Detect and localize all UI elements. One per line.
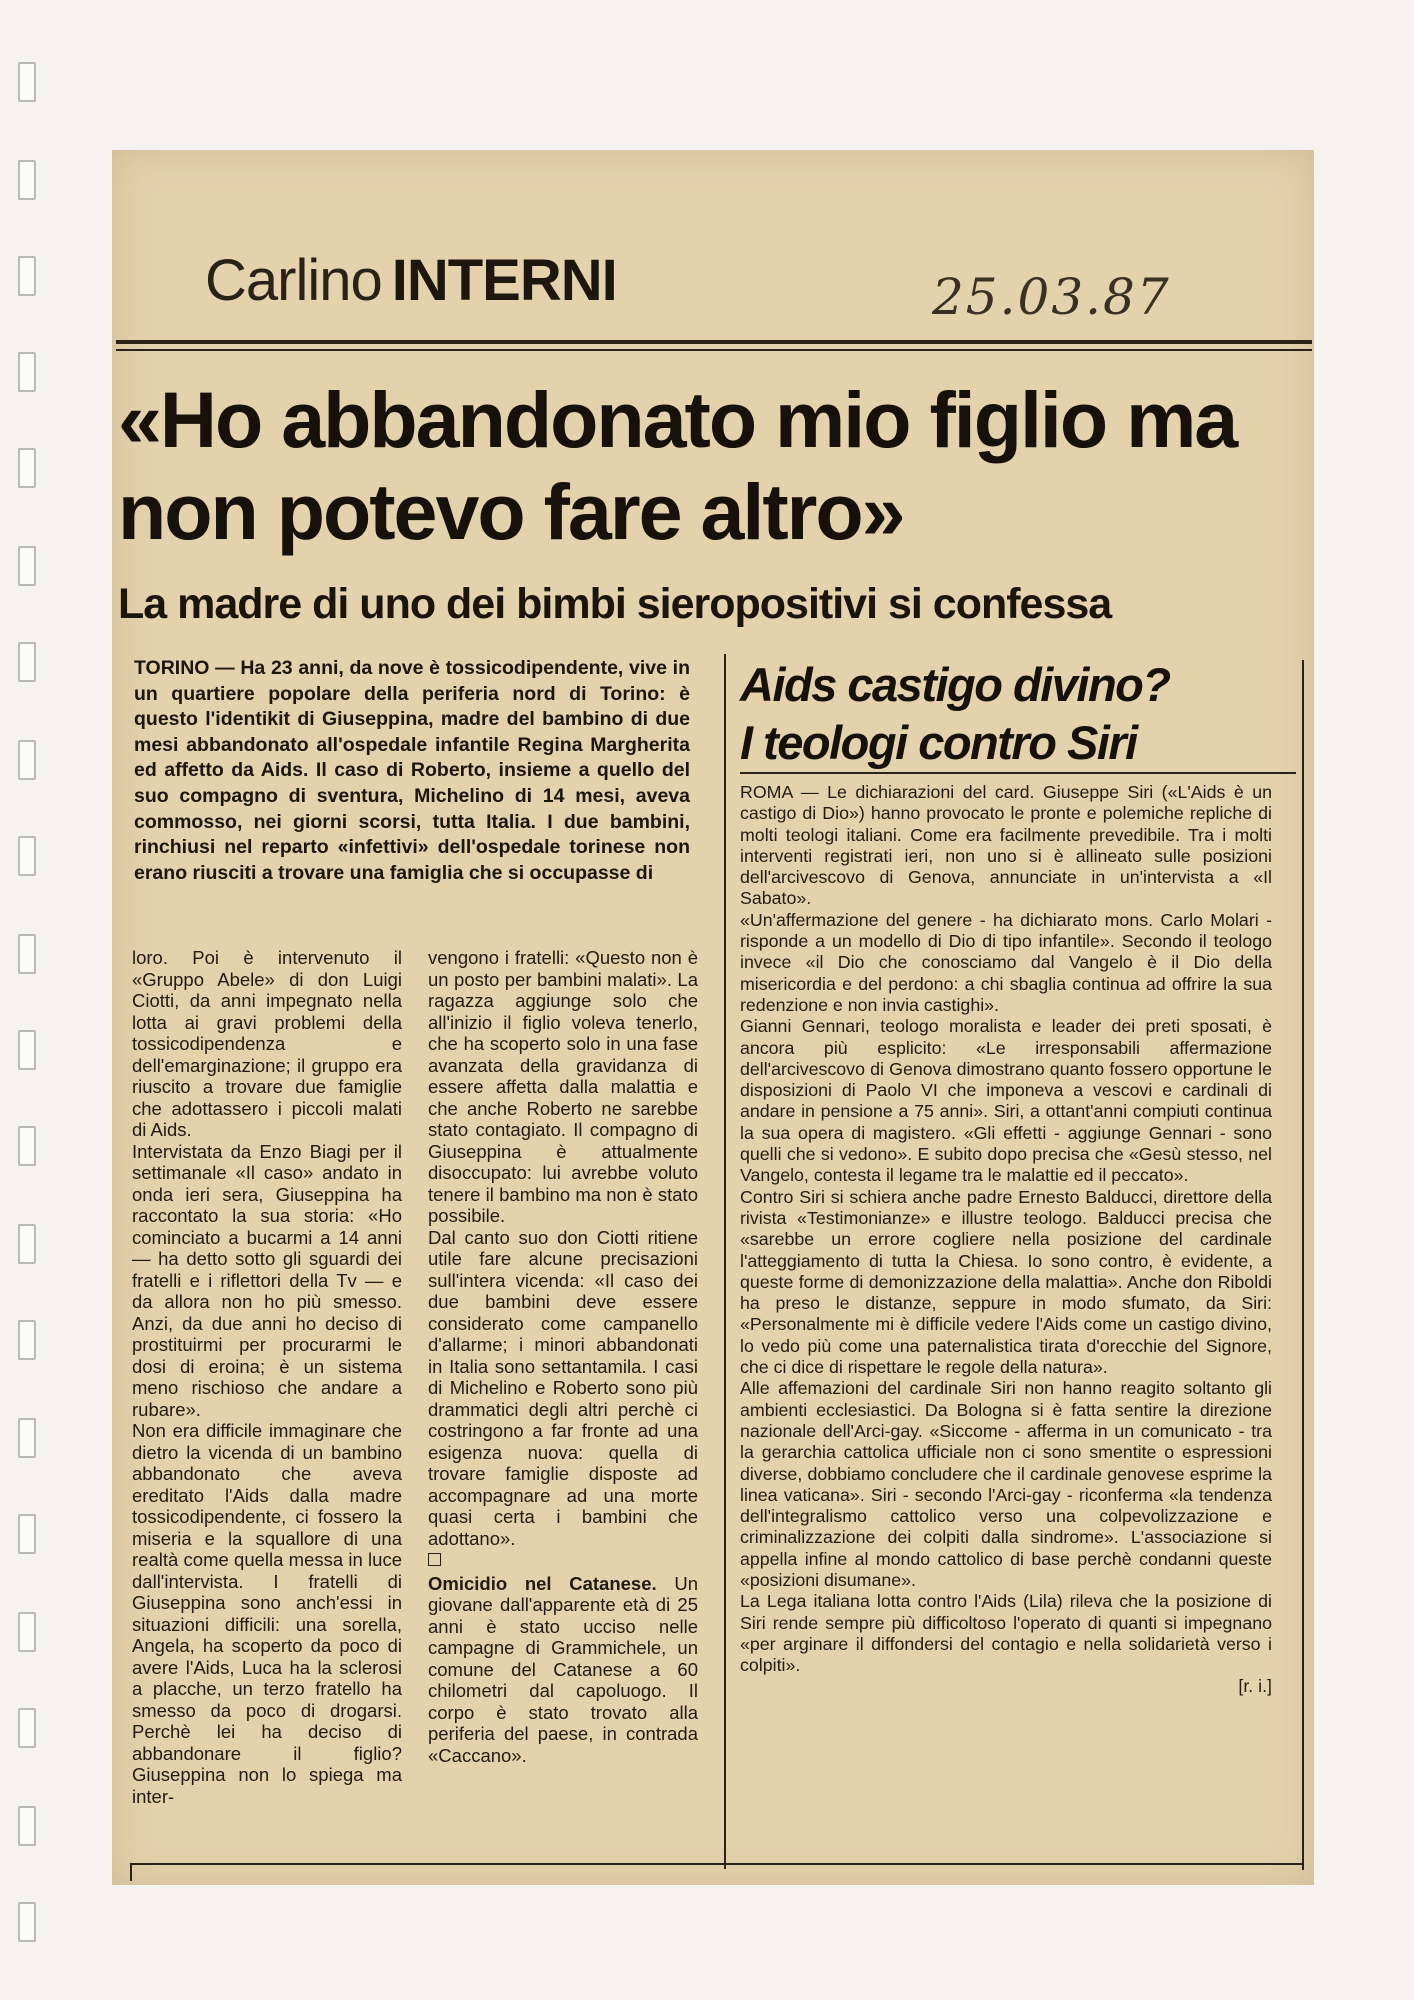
article-lead: TORINO — Ha 23 anni, da nove è tossicodipendente, vive in un quartiere popolare della periferia nord di Torino: è questo l'identikit di Giuseppina, madre del bambino di due mesi abbandonato all'ospedale infantile Regina Margherita ed affetto da Aids. Il caso di Roberto, insieme a quello del suo compagno di sventura, Michelino di 14 mesi, aveva commosso, nei giorni scorsi, tutta Italia. I due bambini, rinchiusi nel reparto «infettivi» dell'ospedale torinese non erano riusciti a trovare una famiglia che si occupasse di [134, 657, 690, 884]
sidebar-title-line-2: I teologi contro Siri [740, 716, 1137, 769]
subheadline: La madre di uno dei bimbi sieropositivi si confessa [118, 580, 1112, 628]
paragraph: Alle affemazioni del cardinale Siri non hanno reagito soltanto gli ambienti ecclesiastici. Da Bologna si è fatta sentire la direzione nazionale dell'Arci-gay. «Siccome - afferma in un comunicato - tra la gerarchia cattolica ufficiale non ci sono smentite o espressioni diverse, dobbiamo concludere che il cardinale genovese esprime la linea vaticana». Siri - secondo l'Arci-gay - riconferma «la tendenza dell'integralismo cattolico verso una colpevolizzazione e criminalizzazione dei colpiti dalla sindrome». L'associazione si appella infine al mondo cattolico di base perchè condanni queste «posizioni disumane». [740, 1378, 1272, 1590]
sidebar-rule [740, 772, 1296, 774]
masthead-rule [116, 340, 1312, 344]
paragraph: ROMA — Le dichiarazioni del card. Giuseppe Siri («L'Aids è un castigo di Dio») hanno provocato le pronte e polemiche repliche di molti teologi italiani. Come era facilmente prevedibile. Tra i molti interventi registrati ieri, non uno si è allineato sulle posizioni dell'arcivescovo di Genova, annunciate in un'intervista a «Il Sabato». [740, 782, 1272, 909]
binder-hole [18, 1126, 36, 1166]
binder-hole [18, 62, 36, 102]
binder-hole [18, 1418, 36, 1458]
binder-hole [18, 1224, 36, 1264]
masthead-rule-thin [116, 349, 1312, 351]
binder-hole [18, 934, 36, 974]
paragraph: Dal canto suo don Ciotti ritiene utile fare alcune precisazioni sull'intera vicenda: «Il caso dei due bambini deve essere considerato come campanello d'allarme; i minori abbandonati in Italia sono settantamila. I casi di Michelino e Roberto sono più drammatici degli altri perchè ci costringono a far fronte ad una esigenza nuova: quella di trovare famiglie disposte ad accompagnare ad una morte quasi certa i bambini che adottano». [428, 1226, 698, 1549]
binder-hole [18, 740, 36, 780]
sidebar-article [740, 782, 1272, 1698]
binder-hole [18, 1320, 36, 1360]
sidebar-title-line-1: Aids castigo divino? [740, 658, 1170, 711]
paragraph: Non era difficile immaginare che dietro la vicenda di un bambino abbandonato che aveva ereditato l'Aids dalla madre tossicodipendente, ci fossero la miseria e la squallore di una realtà come quella messa in luce dall'intervista. I fratelli di Giuseppina sono anch'essi in situazioni difficili: una sorella, Angela, ha scoperto da poco di avere l'Aids, Luca ha la sclerosi a placche, un terzo fratello ha smesso da poco di drogarsi. Perchè lei ha deciso di abbandonare il figlio? Giuseppina non lo spiega ma inter- [132, 1420, 402, 1807]
binder-hole [18, 352, 36, 392]
binder-hole [18, 1030, 36, 1070]
binder-hole [18, 1806, 36, 1846]
brief-title: Omicidio nel Catanese. [428, 1572, 657, 1594]
article-column-1 [132, 947, 402, 1807]
brief-body: Un giovane dall'apparente età di 25 anni è stato ucciso nelle campagne di Grammichele, un comune del Catanese a 60 chilometri dal capoluogo. Il corpo è stato trovato alla periferia del paese, in contrada «Caccano». [428, 1572, 698, 1766]
binder-holes [14, 0, 44, 2000]
separator-square-icon [428, 1553, 441, 1566]
binder-hole [18, 448, 36, 488]
handwritten-date: 25.03.87 [932, 268, 1171, 326]
paragraph: Intervistata da Enzo Biagi per il settimanale «Il caso» andato in onda ieri sera, Giuseppina ha raccontato la sua storia: «Ho cominciato a bucarmi a 14 anni — ha detto sotto gli sguardi dei fratelli e i riflettori della Tv — e da allora non ho più smesso. Anzi, da due anni ho deciso di prostituirmi per procurarmi le dosi di eroina; è un sistema meno rischioso che andare a rubare». [132, 1140, 402, 1420]
paragraph: La Lega italiana lotta contro l'Aids (Lila) rileva che la posizione di Siri rende sempre più difficoltoso l'operato di quanti si impegnano «per arginare il diffondersi del contagio e nella solidarietà verso i colpiti». [740, 1591, 1272, 1676]
binder-hole [18, 256, 36, 296]
byline: [r. i.] [1238, 1676, 1272, 1697]
binder-hole [18, 642, 36, 682]
paragraph: vengono i fratelli: «Questo non è un posto per bambini malati». La ragazza aggiunge solo che all'inizio il figlio voleva tenerlo, che ha scoperto solo in una fase avanzata della gravidanza di essere affetta dalla malattia e che anche Roberto ne sarebbe stato contagiato. Il compagno di Giuseppina è attualmente disoccupato: lui avrebbe voluto tenere il bambino ma non è stato possibile. [428, 947, 698, 1226]
binder-hole [18, 836, 36, 876]
binder-hole [18, 546, 36, 586]
paragraph: loro. Poi è intervenuto il «Gruppo Abele» di don Luigi Ciotti, da anni impegnato nella lotta ai gravi problemi della tossicodipendenza e dell'emarginazione; il gruppo era riuscito a trovare due famiglie che adottassero i piccoli malati di Aids. [132, 947, 402, 1140]
bottom-rule-tick [130, 1863, 132, 1881]
masthead-section: INTERNI [391, 248, 617, 313]
headline: «Ho abbandonato mio figlio ma non potevo fare altro» [118, 375, 1237, 556]
sidebar-title [740, 656, 1300, 772]
binder-hole [18, 1708, 36, 1748]
article-column-2 [428, 947, 698, 1766]
paragraph: «Un'affermazione del genere - ha dichiarato mons. Carlo Molari - risponde a un modello di Dio di tipo infantile». Secondo il teologo invece «il Dio che conosciamo dal Vangelo è il Dio della misericordia e del perdono: a chi sbaglia continua ad offrire la sua redenzione e non invia castighi». [740, 909, 1272, 1015]
binder-hole [18, 1612, 36, 1652]
binder-hole [18, 1514, 36, 1554]
bottom-rule [130, 1863, 1302, 1865]
paragraph: Gianni Gennari, teologo moralista e leader dei preti sposati, è ancora più esplicito: «Le irresponsabili affermazione dell'arcivescovo di Genova dimostrano quanto fossero opportune le disposizioni di Paolo VI che imponeva a vescovi e cardinali di andare in pensione a 75 anni». Siri, a ottant'anni compiuti continua la sua opera di magistero. «Gli effetti - aggiunge Gennari - sono quelli che si vedono». E subito dopo precisa che «Gesù stesso, nel Vangelo, contesta il legame tra le malattie ed il peccato». [740, 1016, 1272, 1186]
paragraph: Contro Siri si schiera anche padre Ernesto Balducci, direttore della rivista «Testimonianze» e illustre teologo. Balducci precisa che «sarebbe un errore cogliere nella posizione del cardinale l'atteggiamento di tutta la Chiesa. Io sono contro, è evidente, a queste forme di demonizzazione della malattia». Anche don Riboldi ha preso le distanze, seppure in modo sfumato, da Siri: «Personalmente mi è difficile vedere l'Aids come un castigo divino, lo vedo più come una paternalistica tirata d'orecchie del Signore, che ci dice di rispettare le regole della natura». [740, 1186, 1272, 1378]
brief-item [428, 1573, 698, 1767]
masthead-brand: Carlino [205, 248, 382, 313]
sidebar-right-border [1302, 660, 1304, 1870]
binder-hole [18, 1902, 36, 1942]
column-divider [724, 654, 726, 1869]
masthead [205, 247, 617, 327]
binder-hole [18, 160, 36, 200]
